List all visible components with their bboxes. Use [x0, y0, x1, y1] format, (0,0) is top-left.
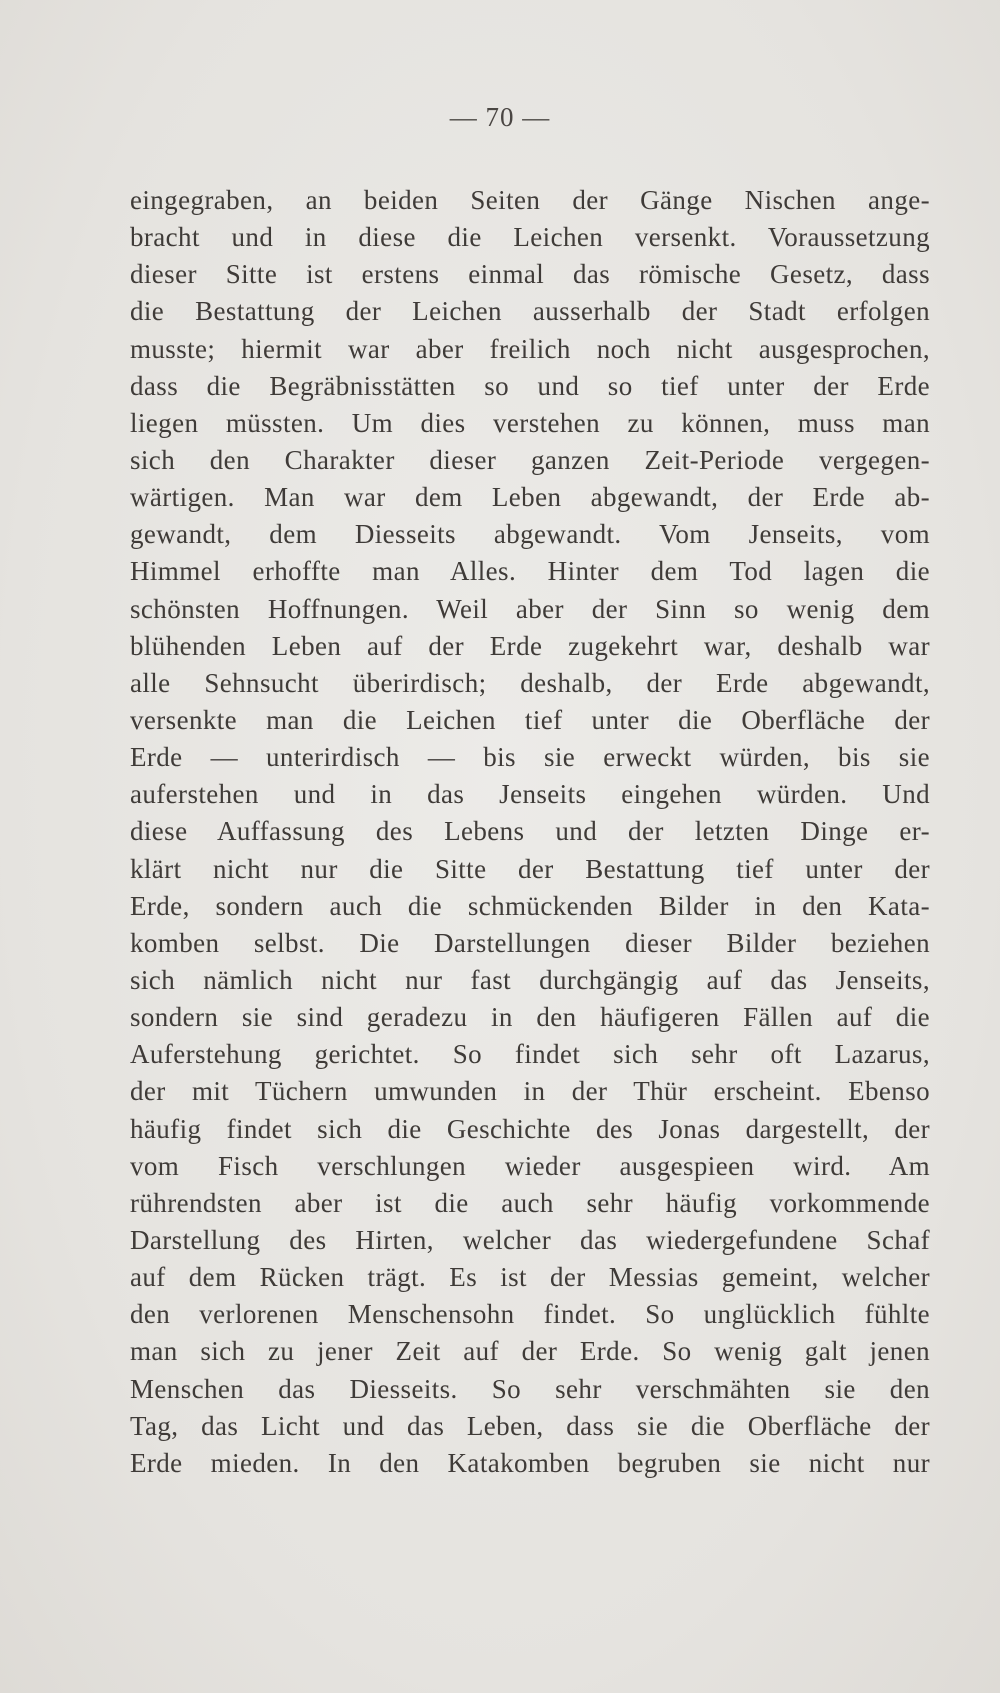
text-line: diese Auffassung des Lebens und der letzten Dinge er-: [130, 816, 930, 847]
text-line: alle Sehnsucht überirdisch; deshalb, der Erde abgewandt,: [130, 667, 930, 698]
text-line: Erde mieden. In den Katakomben begruben sie nicht nur: [130, 1447, 930, 1478]
text-line: vom Fisch verschlungen wieder ausgespieen wird. Am: [130, 1150, 930, 1181]
text-line: der mit Tüchern umwunden in der Thür erscheint. Ebenso: [130, 1076, 930, 1107]
text-line: versenkte man die Leichen tief unter die Oberfläche der: [130, 704, 930, 735]
text-line: eingegraben, an beiden Seiten der Gänge Nischen ange-: [130, 185, 930, 215]
text-line: dieser Sitte ist erstens einmal das römische Gesetz, dass: [130, 259, 930, 290]
text-line: Darstellung des Hirten, welcher das wiedergefundene Schaf: [130, 1224, 930, 1255]
text-line: häufig findet sich die Geschichte des Jonas dargestellt, der: [130, 1113, 930, 1144]
body-text: [130, 182, 930, 1482]
text-line: Tag, das Licht und das Leben, dass sie die Oberfläche der: [130, 1410, 930, 1441]
text-line: dass die Begräbnisstätten so und so tief unter der Erde: [130, 370, 930, 401]
text-line: man sich zu jener Zeit auf der Erde. So wenig galt jenen: [130, 1336, 930, 1367]
text-line: den verlorenen Menschensohn findet. So unglücklich fühlte: [130, 1299, 930, 1330]
text-line: schönsten Hoffnungen. Weil aber der Sinn so wenig dem: [130, 593, 930, 624]
text-line: wärtigen. Man war dem Leben abgewandt, der Erde ab-: [130, 482, 930, 513]
text-line: liegen müssten. Um dies verstehen zu können, muss man: [130, 407, 930, 438]
text-line: blühenden Leben auf der Erde zugekehrt war, deshalb war: [130, 630, 930, 661]
text-line: Menschen das Diesseits. So sehr verschmähten sie den: [130, 1373, 930, 1404]
text-line: sich den Charakter dieser ganzen Zeit-Periode vergegen-: [130, 444, 930, 475]
page-number: — 70 —: [449, 102, 551, 132]
text-line: auf dem Rücken trägt. Es ist der Messias gemeint, welcher: [130, 1262, 930, 1293]
text-line: gewandt, dem Diesseits abgewandt. Vom Jenseits, vom: [130, 519, 930, 550]
text-line: klärt nicht nur die Sitte der Bestattung tief unter der: [130, 853, 930, 884]
text-line: auferstehen und in das Jenseits eingehen würden. Und: [130, 779, 930, 810]
text-line: musste; hiermit war aber freilich noch nicht ausgesprochen,: [130, 333, 930, 364]
text-line: die Bestattung der Leichen ausserhalb der Stadt erfolgen: [130, 296, 930, 327]
text-line: Erde — unterirdisch — bis sie erweckt würden, bis sie: [130, 742, 930, 773]
text-line: Himmel erhoffte man Alles. Hinter dem Tod lagen die: [130, 556, 930, 587]
text-line: Erde, sondern auch die schmückenden Bilder in den Kata-: [130, 890, 930, 921]
text-line: sich nämlich nicht nur fast durchgängig auf das Jenseits,: [130, 964, 930, 995]
text-line: komben selbst. Die Darstellungen dieser Bilder beziehen: [130, 927, 930, 958]
text-line: rührendsten aber ist die auch sehr häufig vorkommende: [130, 1187, 930, 1218]
text-line: sondern sie sind geradezu in den häufigeren Fällen auf die: [130, 1002, 930, 1033]
text-line: bracht und in diese die Leichen versenkt. Voraussetzung: [130, 222, 930, 253]
text-line: Auferstehung gerichtet. So findet sich sehr oft Lazarus,: [130, 1039, 930, 1070]
